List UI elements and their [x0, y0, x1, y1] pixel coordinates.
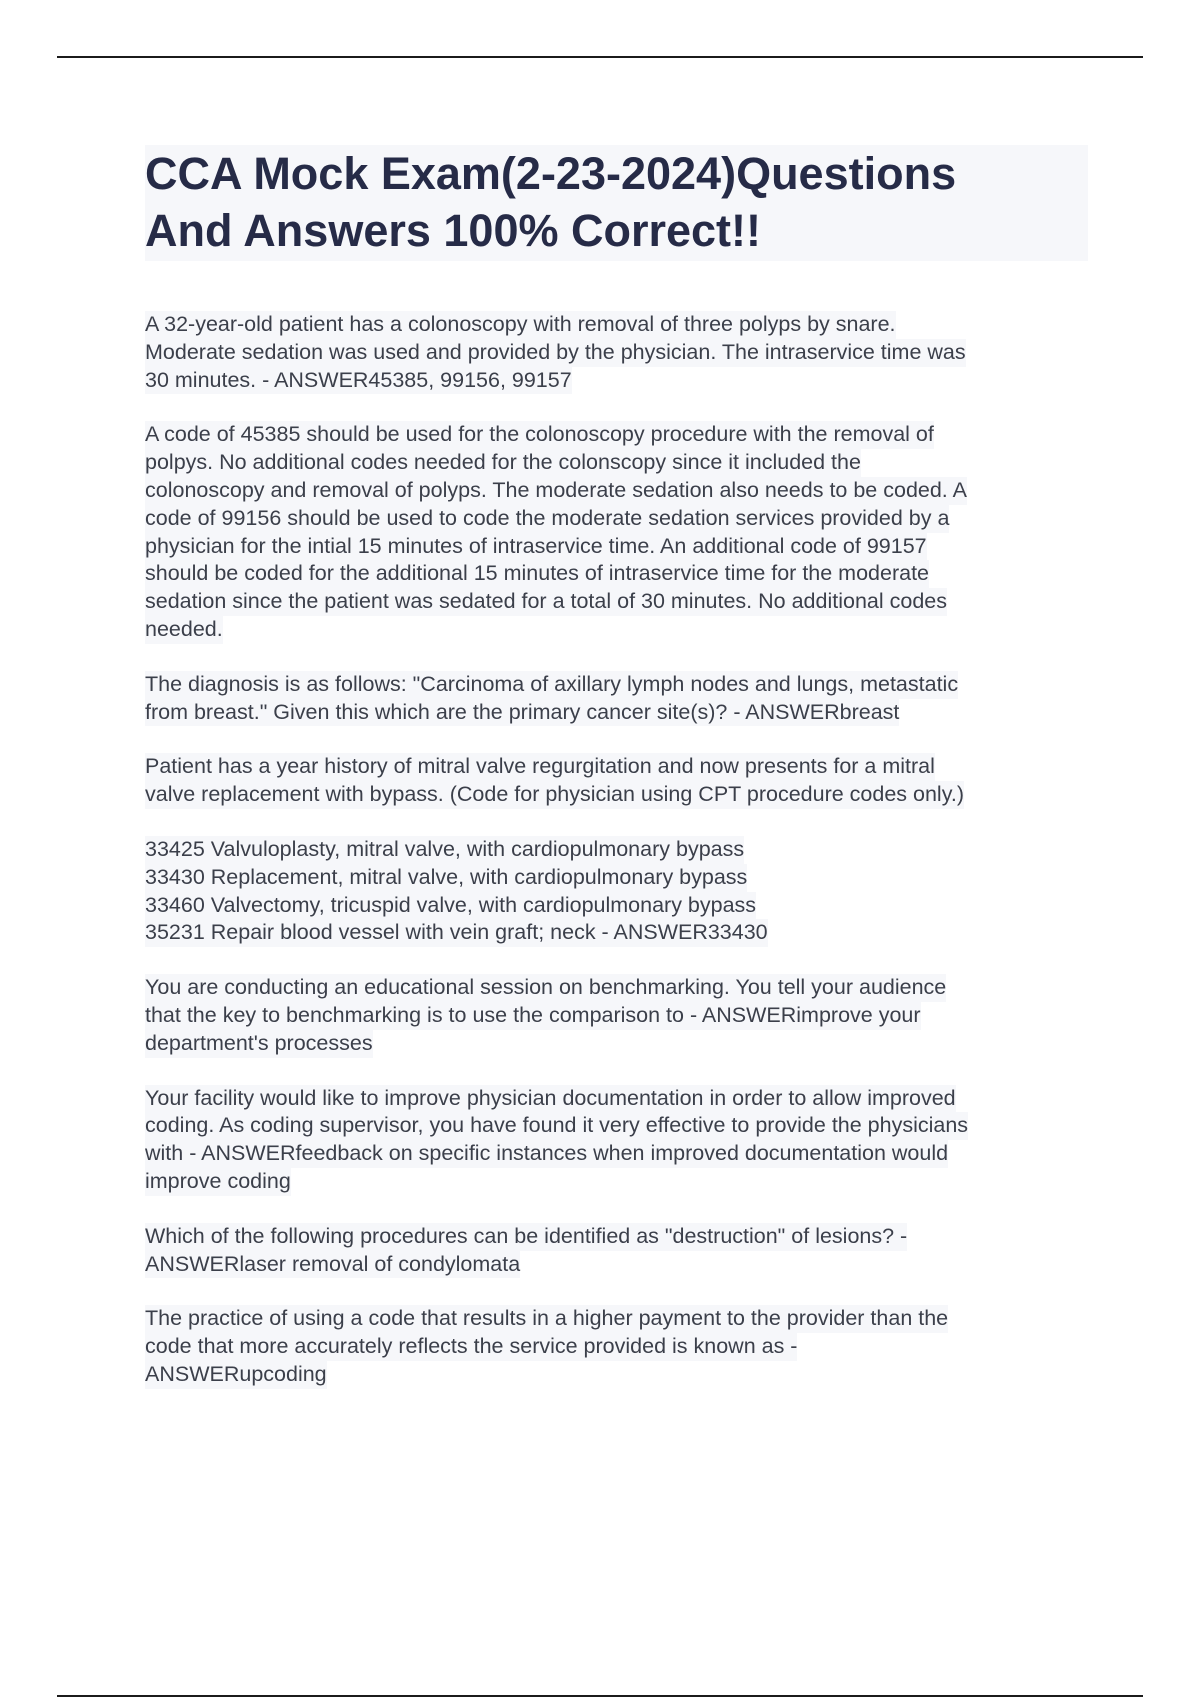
- text-line: 33430 Replacement, mitral valve, with cardiopulmonary bypass: [145, 864, 747, 892]
- text-line: colonoscopy and removal of polyps. The moderate sedation also needs to be coded. A: [145, 477, 967, 505]
- text-line: needed.: [145, 616, 223, 644]
- qa-paragraph: [145, 1085, 1085, 1196]
- text-line: that the key to benchmarking is to use the comparison to - ANSWERimprove your: [145, 1002, 921, 1030]
- text-line: The diagnosis is as follows: "Carcinoma of axillary lymph nodes and lungs, metastatic: [145, 671, 958, 699]
- text-line: 30 minutes. - ANSWER45385, 99156, 99157: [145, 367, 572, 395]
- document-title: [145, 145, 1088, 261]
- text-line: 33425 Valvuloplasty, mitral valve, with cardiopulmonary bypass: [145, 836, 744, 864]
- text-line: ANSWERupcoding: [145, 1361, 327, 1389]
- text-line: You are conducting an educational session on benchmarking. You tell your audience: [145, 974, 946, 1002]
- title-line: And Answers 100% Correct!!: [145, 205, 762, 256]
- text-line: code of 99156 should be used to code the moderate sedation services provided by a: [145, 505, 949, 533]
- title-line: CCA Mock Exam(2-23-2024)Questions: [145, 148, 957, 199]
- text-line: The practice of using a code that results in a higher payment to the provider than the: [145, 1305, 948, 1333]
- text-line: department's processes: [145, 1030, 373, 1058]
- qa-paragraph: [145, 753, 1085, 809]
- text-line: Patient has a year history of mitral valve regurgitation and now presents for a mitral: [145, 753, 935, 781]
- qa-paragraph: [145, 311, 1085, 394]
- text-line: polpys. No additional codes needed for the colonscopy since it included the: [145, 449, 861, 477]
- text-line: coding. As coding supervisor, you have found it very effective to provide the physicians: [145, 1112, 968, 1140]
- text-line: A code of 45385 should be used for the colonoscopy procedure with the removal of: [145, 421, 934, 449]
- text-line: valve replacement with bypass. (Code for physician using CPT procedure codes only.): [145, 781, 964, 809]
- text-line: 33460 Valvectomy, tricuspid valve, with cardiopulmonary bypass: [145, 892, 756, 920]
- qa-paragraph: [145, 671, 1085, 727]
- qa-paragraph: [145, 421, 1085, 643]
- qa-paragraph: [145, 974, 1085, 1057]
- text-line: Which of the following procedures can be identified as "destruction" of lesions? -: [145, 1223, 907, 1251]
- qa-paragraph: [145, 1223, 1085, 1279]
- text-line: Moderate sedation was used and provided by the physician. The intraservice time was: [145, 339, 966, 367]
- qa-paragraph: [145, 836, 1085, 947]
- bottom-rule: [57, 1695, 1143, 1697]
- document-body: [145, 311, 1085, 1416]
- text-line: sedation since the patient was sedated for a total of 30 minutes. No additional codes: [145, 588, 947, 616]
- text-line: from breast." Given this which are the primary cancer site(s)? - ANSWERbreast: [145, 699, 899, 727]
- top-rule: [57, 56, 1143, 58]
- text-line: 35231 Repair blood vessel with vein graft; neck - ANSWER33430: [145, 919, 768, 947]
- text-line: ANSWERlaser removal of condylomata: [145, 1251, 520, 1279]
- text-line: physician for the intial 15 minutes of intraservice time. An additional code of 99157: [145, 533, 927, 561]
- text-line: with - ANSWERfeedback on specific instances when improved documentation would: [145, 1140, 948, 1168]
- text-line: should be coded for the additional 15 minutes of intraservice time for the moderate: [145, 560, 929, 588]
- text-line: Your facility would like to improve physician documentation in order to allow improved: [145, 1085, 956, 1113]
- qa-paragraph: [145, 1305, 1085, 1388]
- text-line: improve coding: [145, 1168, 291, 1196]
- text-line: A 32-year-old patient has a colonoscopy with removal of three polyps by snare.: [145, 311, 896, 339]
- text-line: code that more accurately reflects the service provided is known as -: [145, 1333, 797, 1361]
